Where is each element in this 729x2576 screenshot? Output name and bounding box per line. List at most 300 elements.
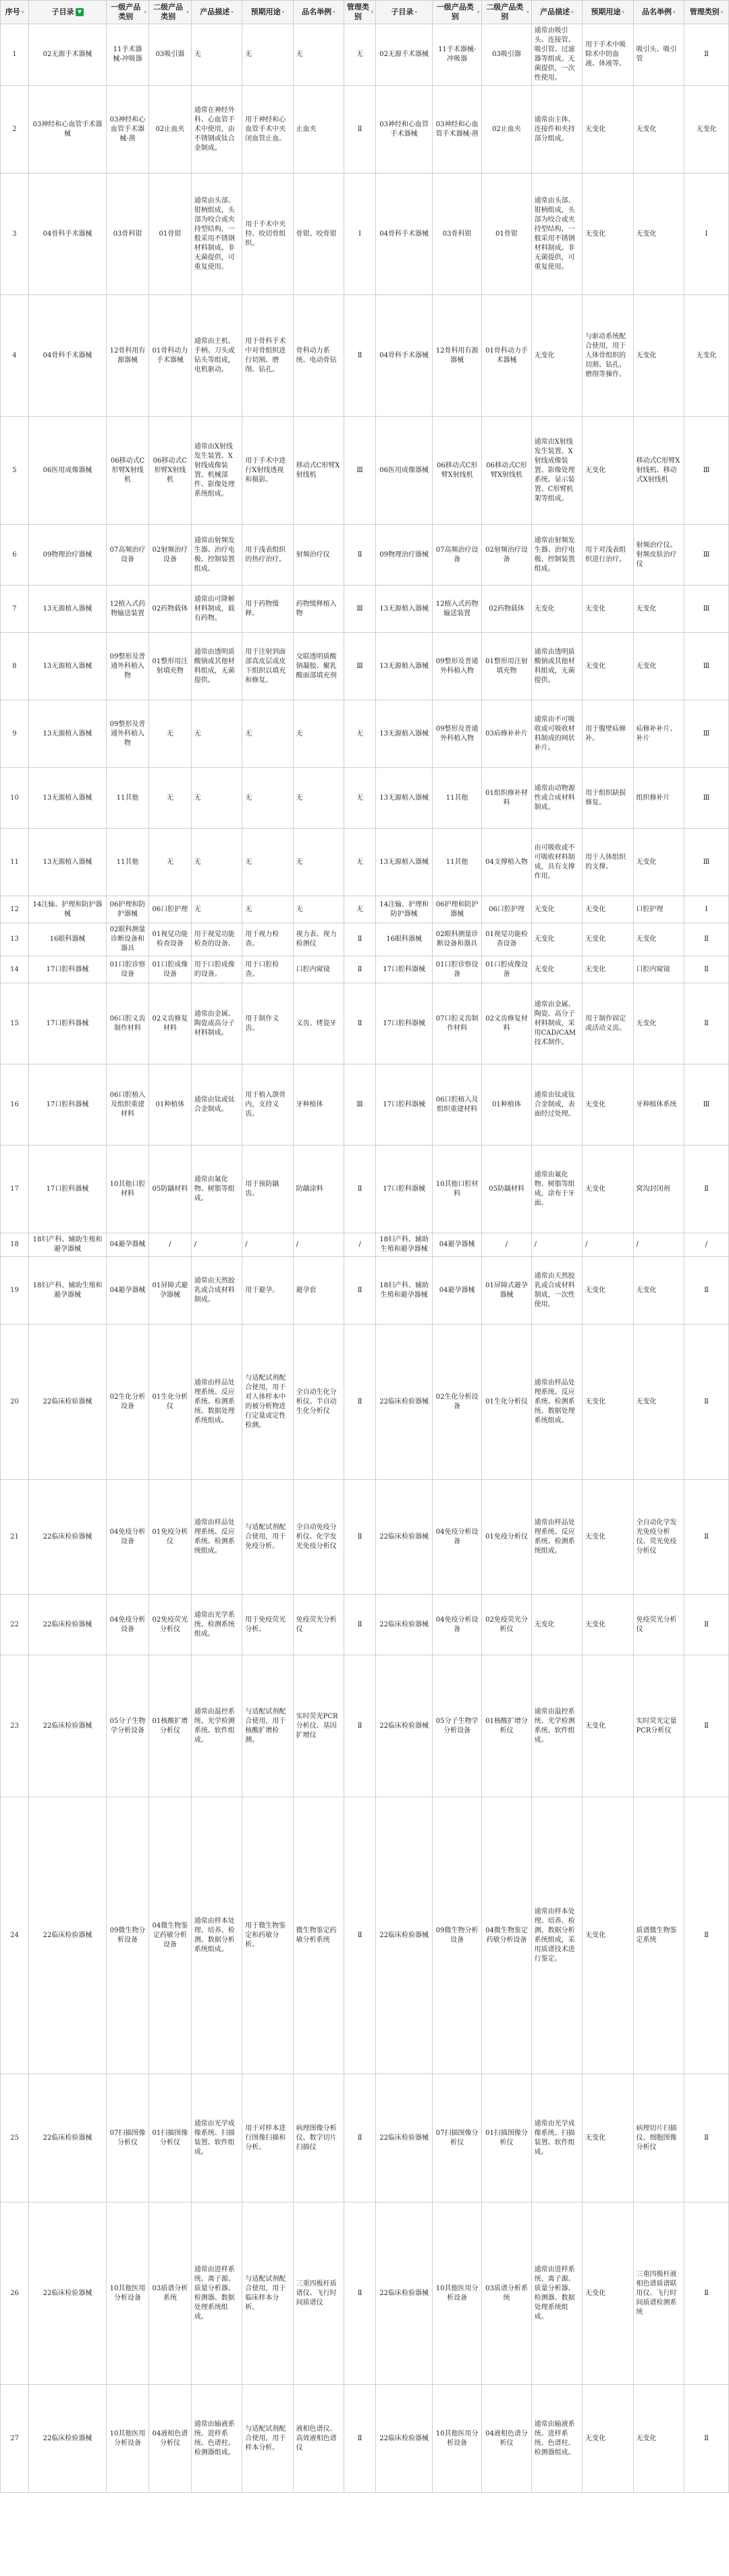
cell-no[interactable]: 25 bbox=[1, 2074, 29, 2203]
cell-use2[interactable]: 无变化 bbox=[583, 586, 633, 633]
cell-ex[interactable]: 三重四极杆质谱仪、飞行时间质谱仪 bbox=[293, 2203, 344, 2385]
cell-ex2[interactable]: 免疫荧光分析仪 bbox=[633, 1595, 684, 1655]
cell-use[interactable]: 用于浅表组织的热疗治疗。 bbox=[242, 525, 293, 586]
cell-l1b[interactable]: 07口腔义齿制作材料 bbox=[433, 983, 482, 1064]
cell-ex2[interactable]: 无变化 bbox=[633, 1257, 684, 1324]
cell-l2[interactable]: 01核酸扩增分析仪 bbox=[148, 1655, 191, 1797]
cell-cls[interactable]: 无 bbox=[344, 768, 376, 829]
cell-use2[interactable]: 与驱动系统配合使用，用于人体骨组织的切割、钻孔、磨削等操作。 bbox=[583, 295, 633, 417]
cell-l1[interactable]: 11其他 bbox=[107, 768, 149, 829]
cell-sub[interactable]: 17口腔科器械 bbox=[28, 1145, 106, 1233]
cell-use2[interactable]: 无变化 bbox=[583, 1797, 633, 2074]
cell-l1b[interactable]: 10其他医用分析设备 bbox=[433, 2203, 482, 2385]
cell-ex2[interactable]: 病理切片扫描仪、细胞图像分析仪 bbox=[633, 2074, 684, 2203]
cell-l2b[interactable]: 03吸引器 bbox=[482, 24, 531, 86]
sort-caret-icon[interactable]: ▾ bbox=[333, 9, 335, 15]
cell-use2[interactable]: 用于制作固定或活动义齿。 bbox=[583, 983, 633, 1064]
cell-l2[interactable]: 02义齿修复材料 bbox=[148, 983, 191, 1064]
cell-sub2[interactable]: 09物理治疗器械 bbox=[376, 525, 433, 586]
cell-ex2[interactable]: 疝修补补片、补片 bbox=[633, 700, 684, 768]
cell-l2b[interactable]: 02免疫荧光分析仪 bbox=[482, 1595, 531, 1655]
column-header-l1b[interactable] bbox=[433, 1, 482, 24]
cell-l1[interactable]: 06护理和防护器械 bbox=[107, 896, 149, 923]
cell-cls[interactable]: Ⅱ bbox=[344, 1797, 376, 2074]
cell-sub[interactable]: 13无源植入器械 bbox=[28, 700, 106, 768]
cell-ex2[interactable]: 射频治疗仪、射频皮肤治疗仪 bbox=[633, 525, 684, 586]
cell-cls[interactable]: Ⅰ bbox=[344, 174, 376, 295]
column-header-no[interactable] bbox=[1, 1, 29, 24]
cell-ex2[interactable]: 窝沟封闭剂 bbox=[633, 1145, 684, 1233]
cell-cls2[interactable]: Ⅱ bbox=[684, 1324, 728, 1480]
cell-cls2[interactable]: Ⅱ bbox=[684, 1145, 728, 1233]
cell-desc2[interactable]: 无变化 bbox=[531, 896, 582, 923]
sort-caret-icon[interactable]: ▾ bbox=[281, 9, 285, 15]
cell-sub2[interactable]: 22临床检验器械 bbox=[376, 1655, 433, 1797]
cell-sub2[interactable]: 13无源植入器械 bbox=[376, 829, 433, 896]
cell-no[interactable]: 11 bbox=[1, 829, 29, 896]
cell-ex[interactable]: 骨科动力系统、电动骨钻 bbox=[293, 295, 344, 417]
cell-desc2[interactable]: 通常由光学成像系统、扫描装置、软件组成。 bbox=[531, 2074, 582, 2203]
cell-l2b[interactable]: 01生化分析仪 bbox=[482, 1324, 531, 1480]
column-header-cls[interactable] bbox=[344, 1, 376, 24]
cell-l1b[interactable]: 07高频治疗设备 bbox=[433, 525, 482, 586]
sort-caret-icon[interactable]: ▾ bbox=[622, 9, 625, 15]
cell-sub2[interactable]: 18妇产科、辅助生殖和避孕器械 bbox=[376, 1257, 433, 1324]
cell-cls[interactable]: Ⅲ bbox=[344, 633, 376, 700]
cell-ex[interactable]: 骨钳、咬骨钳 bbox=[293, 174, 344, 295]
cell-sub[interactable]: 17口腔科器械 bbox=[28, 956, 106, 983]
cell-l1[interactable]: 04避孕器械 bbox=[107, 1257, 149, 1324]
cell-ex[interactable]: 全自动生化分析仪、半自动生化分析仪 bbox=[293, 1324, 344, 1480]
cell-use2[interactable]: 无变化 bbox=[583, 86, 633, 174]
cell-l2b[interactable]: 06移动式C形臂X射线机 bbox=[482, 417, 531, 525]
cell-l1b[interactable]: 11其他 bbox=[433, 768, 482, 829]
cell-l1b[interactable]: 12植入式药物输送装置 bbox=[433, 586, 482, 633]
cell-cls2[interactable]: Ⅱ bbox=[684, 2203, 728, 2385]
cell-l1[interactable]: 02生化分析设备 bbox=[107, 1324, 149, 1480]
cell-l2[interactable]: 01视觉功能检查设备 bbox=[148, 923, 191, 956]
cell-l2b[interactable]: 01整形用注射填充物 bbox=[482, 633, 531, 700]
cell-l2b[interactable]: 01扫描图像分析仪 bbox=[482, 2074, 531, 2203]
cell-sub[interactable]: 22临床检验器械 bbox=[28, 1797, 106, 2074]
cell-l2b[interactable]: 04液相色谱分析仪 bbox=[482, 2385, 531, 2493]
cell-ex2[interactable]: 牙种植体系统 bbox=[633, 1064, 684, 1145]
cell-cls[interactable]: Ⅱ bbox=[344, 1595, 376, 1655]
cell-l1[interactable]: 07高频治疗设备 bbox=[107, 525, 149, 586]
cell-l2b[interactable]: 01骨钳 bbox=[482, 174, 531, 295]
cell-l2[interactable]: 01骨科动力手术器械 bbox=[148, 295, 191, 417]
cell-cls2[interactable]: Ⅲ bbox=[684, 829, 728, 896]
cell-l2[interactable]: 02射频治疗设备 bbox=[148, 525, 191, 586]
cell-l1[interactable]: 07扫描图像分析仪 bbox=[107, 2074, 149, 2203]
cell-cls[interactable]: Ⅱ bbox=[344, 1480, 376, 1595]
cell-desc[interactable]: 无 bbox=[191, 768, 242, 829]
cell-cls[interactable]: Ⅱ bbox=[344, 1324, 376, 1480]
cell-use2[interactable]: 无变化 bbox=[583, 923, 633, 956]
cell-use2[interactable]: 无变化 bbox=[583, 417, 633, 525]
cell-use2[interactable]: 用于手术中吸除术中的血液、体液等。 bbox=[583, 24, 633, 86]
cell-desc[interactable]: / bbox=[191, 1233, 242, 1257]
cell-desc2[interactable]: 通常由X射线发生装置、X射线成像装置、影像处理系统、显示装置、C形臂机架等组成。 bbox=[531, 417, 582, 525]
cell-desc2[interactable]: 由可吸收或不可吸收材料制成，具有支撑作用。 bbox=[531, 829, 582, 896]
cell-l2[interactable]: 01口腔成像设备 bbox=[148, 956, 191, 983]
cell-l2[interactable]: 04液相色谱分析仪 bbox=[148, 2385, 191, 2493]
cell-use[interactable]: 与适配试剂配合使用，用于免疫分析。 bbox=[242, 1480, 293, 1595]
cell-desc[interactable]: 通常由钛或钛合金制成。 bbox=[191, 1064, 242, 1145]
cell-use[interactable]: 无 bbox=[242, 700, 293, 768]
cell-use2[interactable]: 无变化 bbox=[583, 1595, 633, 1655]
cell-sub[interactable]: 13无源植入器械 bbox=[28, 586, 106, 633]
column-header-cls2[interactable] bbox=[684, 1, 728, 24]
cell-no[interactable]: 5 bbox=[1, 417, 29, 525]
cell-ex[interactable]: 药物缓释植入物 bbox=[293, 586, 344, 633]
cell-sub2[interactable]: 17口腔科器械 bbox=[376, 1064, 433, 1145]
cell-no[interactable]: 4 bbox=[1, 295, 29, 417]
cell-l2[interactable]: 01扫描图像分析仪 bbox=[148, 2074, 191, 2203]
cell-l1b[interactable]: 04避孕器械 bbox=[433, 1257, 482, 1324]
cell-cls[interactable]: Ⅱ bbox=[344, 2385, 376, 2493]
cell-l2[interactable]: 03质谱分析系统 bbox=[148, 2203, 191, 2385]
cell-cls2[interactable]: Ⅲ bbox=[684, 633, 728, 700]
cell-l1b[interactable]: 01口腔诊察设备 bbox=[433, 956, 482, 983]
cell-ex2[interactable]: 无变化 bbox=[633, 295, 684, 417]
cell-cls[interactable]: Ⅱ bbox=[344, 1655, 376, 1797]
cell-desc[interactable]: 通常由样品处理系统、反应系统、检测系统、数据处理系统组成。 bbox=[191, 1324, 242, 1480]
cell-sub2[interactable]: 13无源植入器械 bbox=[376, 768, 433, 829]
cell-desc[interactable]: 通常由可降解材料制成，载有药物。 bbox=[191, 586, 242, 633]
cell-l2b[interactable]: 01骨科动力手术器械 bbox=[482, 295, 531, 417]
cell-l1b[interactable]: 02眼科测量诊断设备和器具 bbox=[433, 923, 482, 956]
cell-use[interactable]: 用于预防龋齿。 bbox=[242, 1145, 293, 1233]
cell-no[interactable]: 10 bbox=[1, 768, 29, 829]
cell-l1b[interactable]: 09整形及普通外科植入物 bbox=[433, 633, 482, 700]
cell-use2[interactable]: / bbox=[583, 1233, 633, 1257]
cell-l1[interactable]: 06口腔义齿制作材料 bbox=[107, 983, 149, 1064]
cell-no[interactable]: 12 bbox=[1, 896, 29, 923]
cell-l1b[interactable]: 09微生物分析设备 bbox=[433, 1797, 482, 2074]
cell-l2[interactable]: 05防龋材料 bbox=[148, 1145, 191, 1233]
cell-l1[interactable]: 04免疫分析设备 bbox=[107, 1480, 149, 1595]
cell-use[interactable]: 用于免疫荧光分析。 bbox=[242, 1595, 293, 1655]
cell-l1b[interactable]: 05分子生物学分析设备 bbox=[433, 1655, 482, 1797]
cell-l2b[interactable]: 06口腔护理 bbox=[482, 896, 531, 923]
cell-l2[interactable]: 02免疫荧光分析仪 bbox=[148, 1595, 191, 1655]
cell-desc2[interactable]: 无变化 bbox=[531, 956, 582, 983]
cell-no[interactable]: 24 bbox=[1, 1797, 29, 2074]
cell-l1b[interactable]: 06口腔植入及组织重建材料 bbox=[433, 1064, 482, 1145]
cell-sub2[interactable]: 03神经和心血管手术器械 bbox=[376, 86, 433, 174]
cell-use2[interactable]: 用于组织缺损修复。 bbox=[583, 768, 633, 829]
cell-desc2[interactable]: 无变化 bbox=[531, 295, 582, 417]
cell-sub2[interactable]: 22临床检验器械 bbox=[376, 2074, 433, 2203]
cell-no[interactable]: 9 bbox=[1, 700, 29, 768]
cell-sub[interactable]: 22临床检验器械 bbox=[28, 2203, 106, 2385]
cell-l2b[interactable]: 02止血夹 bbox=[482, 86, 531, 174]
sort-caret-icon[interactable]: ▾ bbox=[672, 9, 676, 15]
cell-ex[interactable]: 实时荧光PCR分析仪、基因扩增仪 bbox=[293, 1655, 344, 1797]
column-header-use2[interactable] bbox=[583, 1, 633, 24]
cell-cls[interactable]: 无 bbox=[344, 700, 376, 768]
cell-ex2[interactable]: / bbox=[633, 1233, 684, 1257]
cell-ex2[interactable]: 无变化 bbox=[633, 86, 684, 174]
cell-use[interactable]: 无 bbox=[242, 896, 293, 923]
cell-desc[interactable]: 通常由氟化物、树脂等组成。 bbox=[191, 1145, 242, 1233]
cell-sub2[interactable]: 22临床检验器械 bbox=[376, 2385, 433, 2493]
cell-cls[interactable]: Ⅱ bbox=[344, 956, 376, 983]
cell-l2b[interactable]: 04支撑植入物 bbox=[482, 829, 531, 896]
cell-no[interactable]: 18 bbox=[1, 1233, 29, 1257]
cell-cls2[interactable]: 无变化 bbox=[684, 86, 728, 174]
cell-l2b[interactable]: 02义齿修复材料 bbox=[482, 983, 531, 1064]
cell-no[interactable]: 22 bbox=[1, 1595, 29, 1655]
cell-l1b[interactable]: 06护理和防护器械 bbox=[433, 896, 482, 923]
cell-ex[interactable]: 牙种植体 bbox=[293, 1064, 344, 1145]
cell-cls[interactable]: Ⅱ bbox=[344, 983, 376, 1064]
cell-l2[interactable]: 01生化分析仪 bbox=[148, 1324, 191, 1480]
cell-cls2[interactable]: Ⅱ bbox=[684, 2385, 728, 2493]
cell-sub2[interactable]: 22临床检验器械 bbox=[376, 1797, 433, 2074]
filter-funnel-icon[interactable] bbox=[76, 8, 84, 16]
cell-ex2[interactable]: 无变化 bbox=[633, 1324, 684, 1480]
cell-desc2[interactable]: 通常由钛或钛合金制成，表面经过处理。 bbox=[531, 1064, 582, 1145]
cell-cls[interactable]: Ⅲ bbox=[344, 417, 376, 525]
cell-use2[interactable]: 无变化 bbox=[583, 2203, 633, 2385]
cell-ex[interactable]: 防龋涂料 bbox=[293, 1145, 344, 1233]
cell-l2[interactable]: 02药物载体 bbox=[148, 586, 191, 633]
cell-desc[interactable]: 通常由金属、陶瓷或高分子材料制成。 bbox=[191, 983, 242, 1064]
sort-caret-icon[interactable]: ▾ bbox=[186, 9, 189, 15]
sort-caret-icon[interactable]: ▾ bbox=[21, 9, 24, 15]
cell-cls2[interactable]: Ⅱ bbox=[684, 983, 728, 1064]
cell-cls2[interactable]: Ⅰ bbox=[684, 896, 728, 923]
cell-desc2[interactable]: 通常由进样系统、离子源、质量分析器、检测器、数据处理系统组成。 bbox=[531, 2203, 582, 2385]
cell-desc2[interactable]: 通常由输液系统、进样系统、色谱柱、检测器组成。 bbox=[531, 2385, 582, 2493]
cell-cls[interactable]: Ⅱ bbox=[344, 1257, 376, 1324]
cell-desc[interactable]: 无 bbox=[191, 700, 242, 768]
cell-ex2[interactable]: 无变化 bbox=[633, 2385, 684, 2493]
cell-cls[interactable]: 无 bbox=[344, 829, 376, 896]
cell-no[interactable]: 16 bbox=[1, 1064, 29, 1145]
cell-no[interactable]: 23 bbox=[1, 1655, 29, 1797]
cell-l2b[interactable]: 02药物载体 bbox=[482, 586, 531, 633]
cell-use[interactable]: 与适配试剂配合使用，用于核酸扩增检测。 bbox=[242, 1655, 293, 1797]
cell-desc[interactable]: 用于口腔成像的设备。 bbox=[191, 956, 242, 983]
cell-no[interactable]: 15 bbox=[1, 983, 29, 1064]
cell-desc[interactable]: 通常由射频发生器、治疗电极、控制装置组成。 bbox=[191, 525, 242, 586]
cell-use[interactable]: 与适配试剂配合使用，用于样本分析。 bbox=[242, 2385, 293, 2493]
cell-sub[interactable]: 22临床检验器械 bbox=[28, 1595, 106, 1655]
cell-l2b[interactable]: 01免疫分析仪 bbox=[482, 1480, 531, 1595]
cell-l1[interactable]: 03骨科钳 bbox=[107, 174, 149, 295]
cell-sub[interactable]: 13无源植入器械 bbox=[28, 829, 106, 896]
cell-l1b[interactable]: 10其他医用分析设备 bbox=[433, 2385, 482, 2493]
cell-ex[interactable]: 液相色谱仪、高效液相色谱仪 bbox=[293, 2385, 344, 2493]
cell-ex[interactable]: 义齿、烤瓷牙 bbox=[293, 983, 344, 1064]
column-header-l2[interactable] bbox=[148, 1, 191, 24]
cell-l1[interactable]: 02眼科测量诊断设备和器具 bbox=[107, 923, 149, 956]
cell-l2b[interactable]: 01视觉功能检查设备 bbox=[482, 923, 531, 956]
cell-ex2[interactable]: 组织修补片 bbox=[633, 768, 684, 829]
cell-cls2[interactable]: Ⅱ bbox=[684, 2074, 728, 2203]
cell-no[interactable]: 2 bbox=[1, 86, 29, 174]
cell-l2[interactable]: 无 bbox=[148, 829, 191, 896]
column-header-l2b[interactable] bbox=[482, 1, 531, 24]
cell-l1b[interactable]: 11其他 bbox=[433, 829, 482, 896]
cell-l1[interactable]: 11手术器械-冲吸器 bbox=[107, 24, 149, 86]
sort-caret-icon[interactable]: ▾ bbox=[231, 9, 234, 15]
cell-desc2[interactable]: 通常由射频发生器、治疗电极、控制装置组成。 bbox=[531, 525, 582, 586]
cell-no[interactable]: 19 bbox=[1, 1257, 29, 1324]
cell-desc[interactable]: 通常由透明质酸钠或其他材料组成，无菌提供。 bbox=[191, 633, 242, 700]
cell-l1b[interactable]: 06移动式C形臂X射线机 bbox=[433, 417, 482, 525]
column-header-sub2[interactable] bbox=[376, 1, 433, 24]
cell-l2b[interactable]: 02射频治疗设备 bbox=[482, 525, 531, 586]
cell-ex[interactable]: 口腔内窥镜 bbox=[293, 956, 344, 983]
column-header-ex2[interactable] bbox=[633, 1, 684, 24]
cell-l1b[interactable]: 09整形及普通外科植入物 bbox=[433, 700, 482, 768]
cell-ex[interactable]: 射频治疗仪 bbox=[293, 525, 344, 586]
cell-desc2[interactable]: 通常由动物源性或合成材料制成。 bbox=[531, 768, 582, 829]
cell-cls[interactable]: Ⅱ bbox=[344, 2074, 376, 2203]
cell-sub[interactable]: 03神经和心血管手术器械 bbox=[28, 86, 106, 174]
cell-sub2[interactable]: 22临床检验器械 bbox=[376, 1324, 433, 1480]
cell-desc[interactable]: 通常由输液系统、进样系统、色谱柱、检测器组成。 bbox=[191, 2385, 242, 2493]
cell-ex[interactable]: 无 bbox=[293, 768, 344, 829]
cell-cls2[interactable]: 无变化 bbox=[684, 295, 728, 417]
cell-cls2[interactable]: Ⅲ bbox=[684, 700, 728, 768]
cell-sub2[interactable]: 06医用成像器械 bbox=[376, 417, 433, 525]
cell-l2[interactable]: 04微生物鉴定药敏分析设备 bbox=[148, 1797, 191, 2074]
cell-ex2[interactable]: 无变化 bbox=[633, 983, 684, 1064]
cell-ex[interactable]: 全自动免疫分析仪、化学发光免疫分析仪 bbox=[293, 1480, 344, 1595]
cell-l1[interactable]: 12骨科用有源器械 bbox=[107, 295, 149, 417]
cell-use2[interactable]: 用于腹壁疝修补。 bbox=[583, 700, 633, 768]
cell-cls[interactable]: 无 bbox=[344, 24, 376, 86]
cell-cls2[interactable]: Ⅲ bbox=[684, 525, 728, 586]
cell-cls2[interactable]: Ⅱ bbox=[684, 1797, 728, 2074]
cell-use2[interactable]: 用于人体组织的支撑。 bbox=[583, 829, 633, 896]
cell-desc[interactable]: 通常在神经外科、心血管手术中使用，由不锈钢或钛合金制成。 bbox=[191, 86, 242, 174]
cell-desc2[interactable]: 通常由吸引头、连接管、吸引管、过滤器等组成。无菌提供，一次性使用。 bbox=[531, 24, 582, 86]
cell-use2[interactable]: 无变化 bbox=[583, 1324, 633, 1480]
cell-sub[interactable]: 22临床检验器械 bbox=[28, 2074, 106, 2203]
cell-desc[interactable]: 通常由头部、钳柄组成，头部为咬合或夹持型结构，一般采用不锈钢材料制成。非无菌提供，可重复使用。 bbox=[191, 174, 242, 295]
cell-desc[interactable]: 通常由光学成像系统、扫描装置、软件组成。 bbox=[191, 2074, 242, 2203]
cell-use[interactable]: / bbox=[242, 1233, 293, 1257]
cell-l2b[interactable]: 03疝修补补片 bbox=[482, 700, 531, 768]
cell-ex[interactable]: 视力表、视力检测仪 bbox=[293, 923, 344, 956]
cell-sub[interactable]: 04骨科手术器械 bbox=[28, 295, 106, 417]
cell-use[interactable]: 用于口腔检查。 bbox=[242, 956, 293, 983]
cell-cls[interactable]: Ⅱ bbox=[344, 923, 376, 956]
cell-desc2[interactable]: 通常由金属、陶瓷、高分子材料制成，采用CAD/CAM技术制作。 bbox=[531, 983, 582, 1064]
cell-l1[interactable]: 04免疫分析设备 bbox=[107, 1595, 149, 1655]
cell-sub2[interactable]: 13无源植入器械 bbox=[376, 700, 433, 768]
cell-l1b[interactable]: 04避孕器械 bbox=[433, 1233, 482, 1257]
cell-desc2[interactable]: 通常由氟化物、树脂等组成，涂布于牙面。 bbox=[531, 1145, 582, 1233]
cell-use2[interactable]: 用于对浅表组织进行治疗。 bbox=[583, 525, 633, 586]
cell-l1[interactable]: 09整形及普通外科植入物 bbox=[107, 700, 149, 768]
cell-sub[interactable]: 09物理治疗器械 bbox=[28, 525, 106, 586]
cell-no[interactable]: 7 bbox=[1, 586, 29, 633]
cell-sub[interactable]: 14注输、护理和防护器械 bbox=[28, 896, 106, 923]
cell-sub2[interactable]: 16眼科器械 bbox=[376, 923, 433, 956]
cell-use[interactable]: 与适配试剂配合使用，用于对人体样本中的被分析物进行定量或定性检测。 bbox=[242, 1324, 293, 1480]
cell-use2[interactable]: 无变化 bbox=[583, 1257, 633, 1324]
cell-ex2[interactable]: 全自动化学发光免疫分析仪、荧光免疫分析仪 bbox=[633, 1480, 684, 1595]
cell-desc[interactable]: 用于视觉功能检查的设备。 bbox=[191, 923, 242, 956]
cell-no[interactable]: 3 bbox=[1, 174, 29, 295]
cell-sub[interactable]: 13无源植入器械 bbox=[28, 633, 106, 700]
cell-sub2[interactable]: 17口腔科器械 bbox=[376, 1145, 433, 1233]
cell-ex2[interactable]: 口腔内窥镜 bbox=[633, 956, 684, 983]
cell-l2[interactable]: 01整形用注射填充物 bbox=[148, 633, 191, 700]
cell-l2b[interactable]: 04微生物鉴定药敏分析设备 bbox=[482, 1797, 531, 2074]
sort-caret-icon[interactable]: ▾ bbox=[526, 9, 529, 15]
cell-cls2[interactable]: Ⅱ bbox=[684, 1257, 728, 1324]
cell-cls[interactable]: Ⅱ bbox=[344, 1145, 376, 1233]
cell-l1b[interactable]: 04免疫分析设备 bbox=[433, 1480, 482, 1595]
cell-ex[interactable]: / bbox=[293, 1233, 344, 1257]
cell-sub2[interactable]: 22临床检验器械 bbox=[376, 2203, 433, 2385]
cell-l1[interactable]: 06移动式C形臂X射线机 bbox=[107, 417, 149, 525]
cell-cls2[interactable]: Ⅲ bbox=[684, 586, 728, 633]
cell-desc[interactable]: 通常由温控系统、光学检测系统、软件组成。 bbox=[191, 1655, 242, 1797]
cell-use[interactable]: 用于制作义齿。 bbox=[242, 983, 293, 1064]
cell-sub2[interactable]: 13无源植入器械 bbox=[376, 586, 433, 633]
cell-no[interactable]: 1 bbox=[1, 24, 29, 86]
cell-use[interactable]: 无 bbox=[242, 829, 293, 896]
cell-use2[interactable]: 无变化 bbox=[583, 1145, 633, 1233]
cell-ex2[interactable]: 口腔护理 bbox=[633, 896, 684, 923]
cell-desc2[interactable]: 无变化 bbox=[531, 1595, 582, 1655]
sort-caret-icon[interactable]: ▾ bbox=[414, 9, 417, 15]
cell-l1b[interactable]: 04免疫分析设备 bbox=[433, 1595, 482, 1655]
cell-no[interactable]: 27 bbox=[1, 2385, 29, 2493]
cell-l2b[interactable]: 03质谱分析系统 bbox=[482, 2203, 531, 2385]
cell-ex2[interactable]: 实时荧光定量PCR分析仪 bbox=[633, 1655, 684, 1797]
cell-sub[interactable]: 22临床检验器械 bbox=[28, 2385, 106, 2493]
cell-no[interactable]: 6 bbox=[1, 525, 29, 586]
cell-l1b[interactable]: 07扫描图像分析仪 bbox=[433, 2074, 482, 2203]
cell-l2b[interactable]: 01核酸扩增分析仪 bbox=[482, 1655, 531, 1797]
cell-desc2[interactable]: 通常由温控系统、光学检测系统、软件组成。 bbox=[531, 1655, 582, 1797]
cell-cls2[interactable]: Ⅲ bbox=[684, 417, 728, 525]
cell-no[interactable]: 13 bbox=[1, 923, 29, 956]
cell-use[interactable]: 用于手术中夹持、咬切骨组织。 bbox=[242, 174, 293, 295]
cell-desc2[interactable]: 通常由天然胶乳或合成材料制成，一次性使用。 bbox=[531, 1257, 582, 1324]
cell-desc[interactable]: 通常由天然胶乳或合成材料制成。 bbox=[191, 1257, 242, 1324]
cell-ex[interactable]: 无 bbox=[293, 700, 344, 768]
cell-desc2[interactable]: 通常由头部、钳柄组成，头部为咬合或夹持型结构，一般采用不锈钢材料制成。非无菌提供，可重复使用。 bbox=[531, 174, 582, 295]
cell-use[interactable]: 用于注射到面部真皮层或皮下组织以填充和修复。 bbox=[242, 633, 293, 700]
cell-use[interactable]: 与适配试剂配合使用，用于临床样本分析。 bbox=[242, 2203, 293, 2385]
cell-ex[interactable]: 移动式C形臂X射线机 bbox=[293, 417, 344, 525]
cell-ex[interactable]: 无 bbox=[293, 829, 344, 896]
cell-cls2[interactable]: Ⅱ bbox=[684, 1655, 728, 1797]
cell-l2[interactable]: 01屏障式避孕器械 bbox=[148, 1257, 191, 1324]
column-header-l1[interactable] bbox=[107, 1, 149, 24]
cell-cls2[interactable]: Ⅰ bbox=[684, 174, 728, 295]
cell-ex[interactable]: 病理图像分析仪、数字切片扫描仪 bbox=[293, 2074, 344, 2203]
cell-desc[interactable]: 通常由主机、手柄、刀头或钻头等组成，电机驱动。 bbox=[191, 295, 242, 417]
cell-sub[interactable]: 22临床检验器械 bbox=[28, 1324, 106, 1480]
cell-l1[interactable]: 10其他医用分析设备 bbox=[107, 2203, 149, 2385]
cell-sub[interactable]: 18妇产科、辅助生殖和避孕器械 bbox=[28, 1257, 106, 1324]
cell-l1b[interactable]: 02生化分析设备 bbox=[433, 1324, 482, 1480]
cell-desc[interactable]: 通常由进样系统、离子源、质量分析器、检测器、数据处理系统组成。 bbox=[191, 2203, 242, 2385]
cell-cls[interactable]: Ⅲ bbox=[344, 586, 376, 633]
